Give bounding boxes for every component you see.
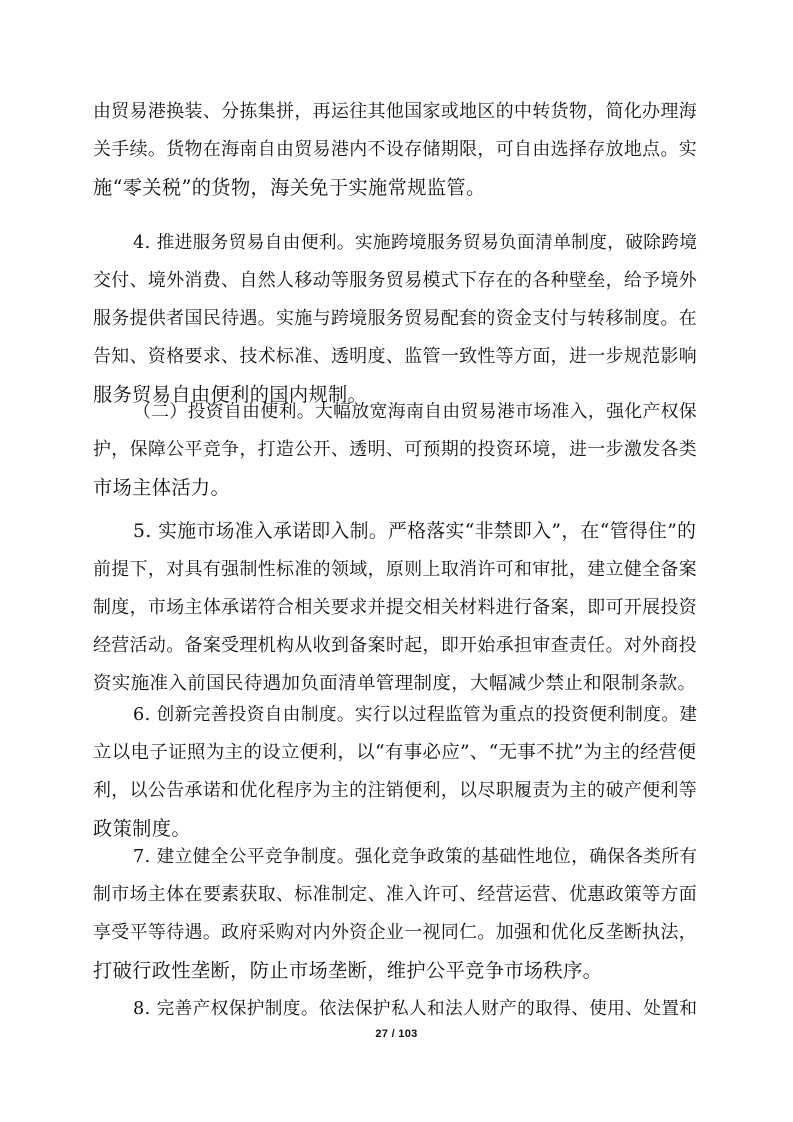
text-line: 施“零关税”的货物，海关免于实施常规监管。 [93,176,486,199]
text-line: 利，以公告承诺和优化程序为主的注销便利，以尽职履责为主的破产便利等 [93,780,698,801]
text-line: 8. 完善产权保护制度。依法保护私人和法人财产的取得、使用、处置和 [133,999,698,1019]
text-line: 前提下，对具有强制性标准的领域，原则上取消许可和审批，建立健全备案 [93,559,698,580]
text-line: 立以电子证照为主的设立便利，以“有事必应”、“无事不扰”为主的经营便 [93,742,697,763]
text-line: 关手续。货物在海南自由贸易港内不设存储期限，可自由选择存放地点。实 [93,139,698,160]
paragraph-market-access [93,513,699,703]
text-line: 经营活动。备案受理机构从收到备案时起，即开始承担审查责任。对外商投 [93,635,698,656]
paragraph-investment-system [93,696,699,848]
text-line: 4. 推进服务贸易自由便利。实施跨境服务贸易负面清单制度，破除跨境 [133,233,698,253]
text-line: 政策制度。 [93,817,191,840]
text-line: 制市场主体在要素获取、标准制定、准入许可、经营运营、优惠政策等方面 [93,884,698,905]
text-line: 制度，市场主体承诺符合相关要求并提交相关材料进行备案，即可开展投资 [93,597,698,618]
text-line: 服务提供者国民待遇。实施与跨境服务贸易配套的资金支付与转移制度。在 [93,308,698,329]
text-line: 告知、资格要求、技术标准、透明度、监管一致性等方面，进一步规范影响 [93,346,698,367]
text-line: 6. 创新完善投资自由制度。实行以过程监管为重点的投资便利制度。建 [133,705,698,725]
text-line: 护，保障公平竞争，打造公开、透明、可预期的投资环境，进一步激发各类 [93,439,698,460]
text-line: 交付、境外消费、自然人移动等服务贸易模式下存在的各种壁垒，给予境外 [93,270,698,291]
text-line: 由贸易港换装、分拣集拼，再运往其他国家或地区的中转货物，简化办理海 [93,101,698,122]
paragraph-goods-transit [93,93,699,207]
text-line: 服务贸易自由便利的国内规制。 [93,383,368,406]
text-line: 市场主体活力。 [93,476,231,499]
paragraph-investment-heading [93,393,699,507]
text-line: 5. 实施市场准入承诺即入制。严格落实“非禁即入”，在“管得住”的 [133,521,697,542]
text-line: （二）投资自由便利。大幅放宽海南自由贸易港市场准入，强化产权保 [133,401,698,422]
paragraph-service-trade [93,224,699,414]
paragraph-fair-competition [93,838,699,990]
text-line: 资实施准入前国民待遇加负面清单管理制度，大幅减少禁止和限制条款。 [93,673,697,694]
text-line: 7. 建立健全公平竞争制度。强化竞争政策的基础性地位，确保各类所有 [133,847,698,867]
text-line: 享受平等待遇。政府采购对内外资企业一视同仁。加强和优化反垄断执法， [93,922,698,943]
paragraph-property-rights [93,990,699,1028]
page-number: 27 / 103 [375,1028,418,1040]
text-line: 打破行政性垄断，防止市场垄断，维护公平竞争市场秩序。 [93,959,603,982]
